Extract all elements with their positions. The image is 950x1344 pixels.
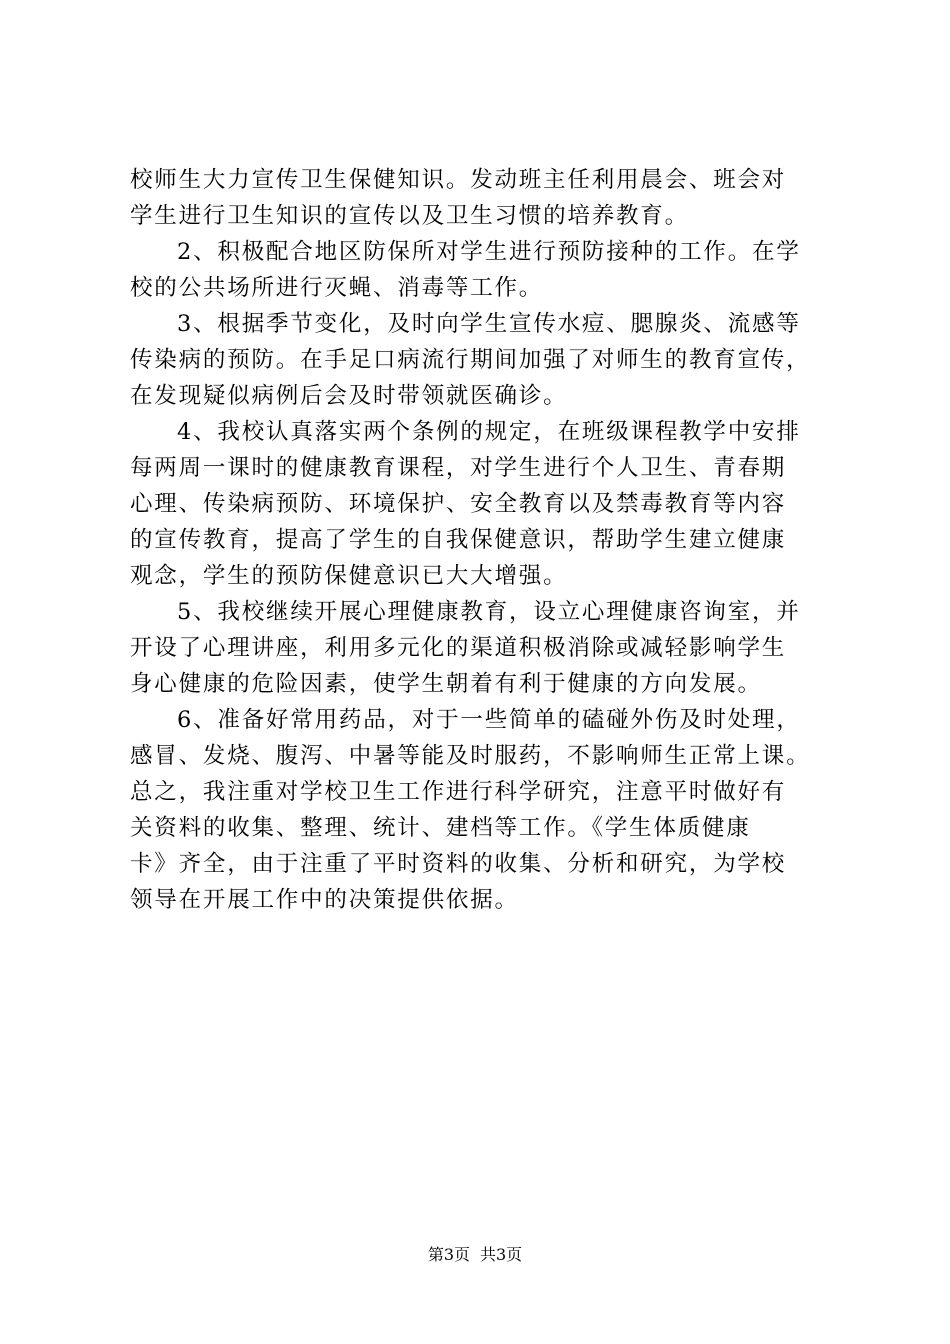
page-total: 共3页 xyxy=(480,1245,523,1264)
text-line: 每两周一课时的健康教育课程，对学生进行个人卫生、青春期 xyxy=(130,455,787,481)
text-line: 总之，我注重对学校卫生工作进行科学研究，注意平时做好有 xyxy=(130,779,787,805)
text-line: 4、我校认真落实两个条例的规定，在班级课程教学中安排 xyxy=(177,419,801,445)
text-line: 关资料的收集、整理、统计、建档等工作。《学生体质健康 xyxy=(130,815,751,841)
text-line: 心理、传染病预防、环境保护、安全教育以及禁毒教育等内容 xyxy=(130,491,787,517)
text-line: 身心健康的危险因素，使学生朝着有利于健康的方向发展。 xyxy=(130,671,762,697)
text-line: 观念，学生的预防保健意识已大大增强。 xyxy=(130,563,568,589)
text-line: 开设了心理讲座，利用多元化的渠道积极消除或减轻影响学生 xyxy=(130,635,787,661)
text-line: 卡》齐全，由于注重了平时资料的收集、分析和研究，为学校 xyxy=(130,851,787,877)
text-line: 6、准备好常用药品，对于一些简单的磕碰外伤及时处理， xyxy=(177,707,801,733)
text-line: 5、我校继续开展心理健康教育，设立心理健康咨询室，并 xyxy=(177,599,801,625)
page-footer xyxy=(0,1245,950,1265)
text-line: 2、积极配合地区防保所对学生进行预防接种的工作。在学 xyxy=(177,239,801,265)
text-line: 校师生大力宣传卫生保健知识。发动班主任利用晨会、班会对 xyxy=(130,167,787,193)
text-line: 3、根据季节变化，及时向学生宣传水痘、腮腺炎、流感等 xyxy=(177,311,801,337)
text-line: 的宣传教育，提高了学生的自我保健意识，帮助学生建立健康 xyxy=(130,527,787,553)
text-line: 传染病的预防。在手足口病流行期间加强了对师生的教育宣传， xyxy=(130,347,811,373)
page-number: 第3页 xyxy=(427,1245,470,1264)
document-body xyxy=(130,162,835,918)
text-line: 感冒、发烧、腹泻、中暑等能及时服药，不影响师生正常上课。 xyxy=(130,743,811,769)
text-line: 在发现疑似病例后会及时带领就医确诊。 xyxy=(130,383,568,409)
text-line: 学生进行卫生知识的宣传以及卫生习惯的培养教育。 xyxy=(130,203,689,229)
text-line: 领导在开展工作中的决策提供依据。 xyxy=(130,887,519,913)
text-line: 校的公共场所进行灭蝇、消毒等工作。 xyxy=(130,275,544,301)
